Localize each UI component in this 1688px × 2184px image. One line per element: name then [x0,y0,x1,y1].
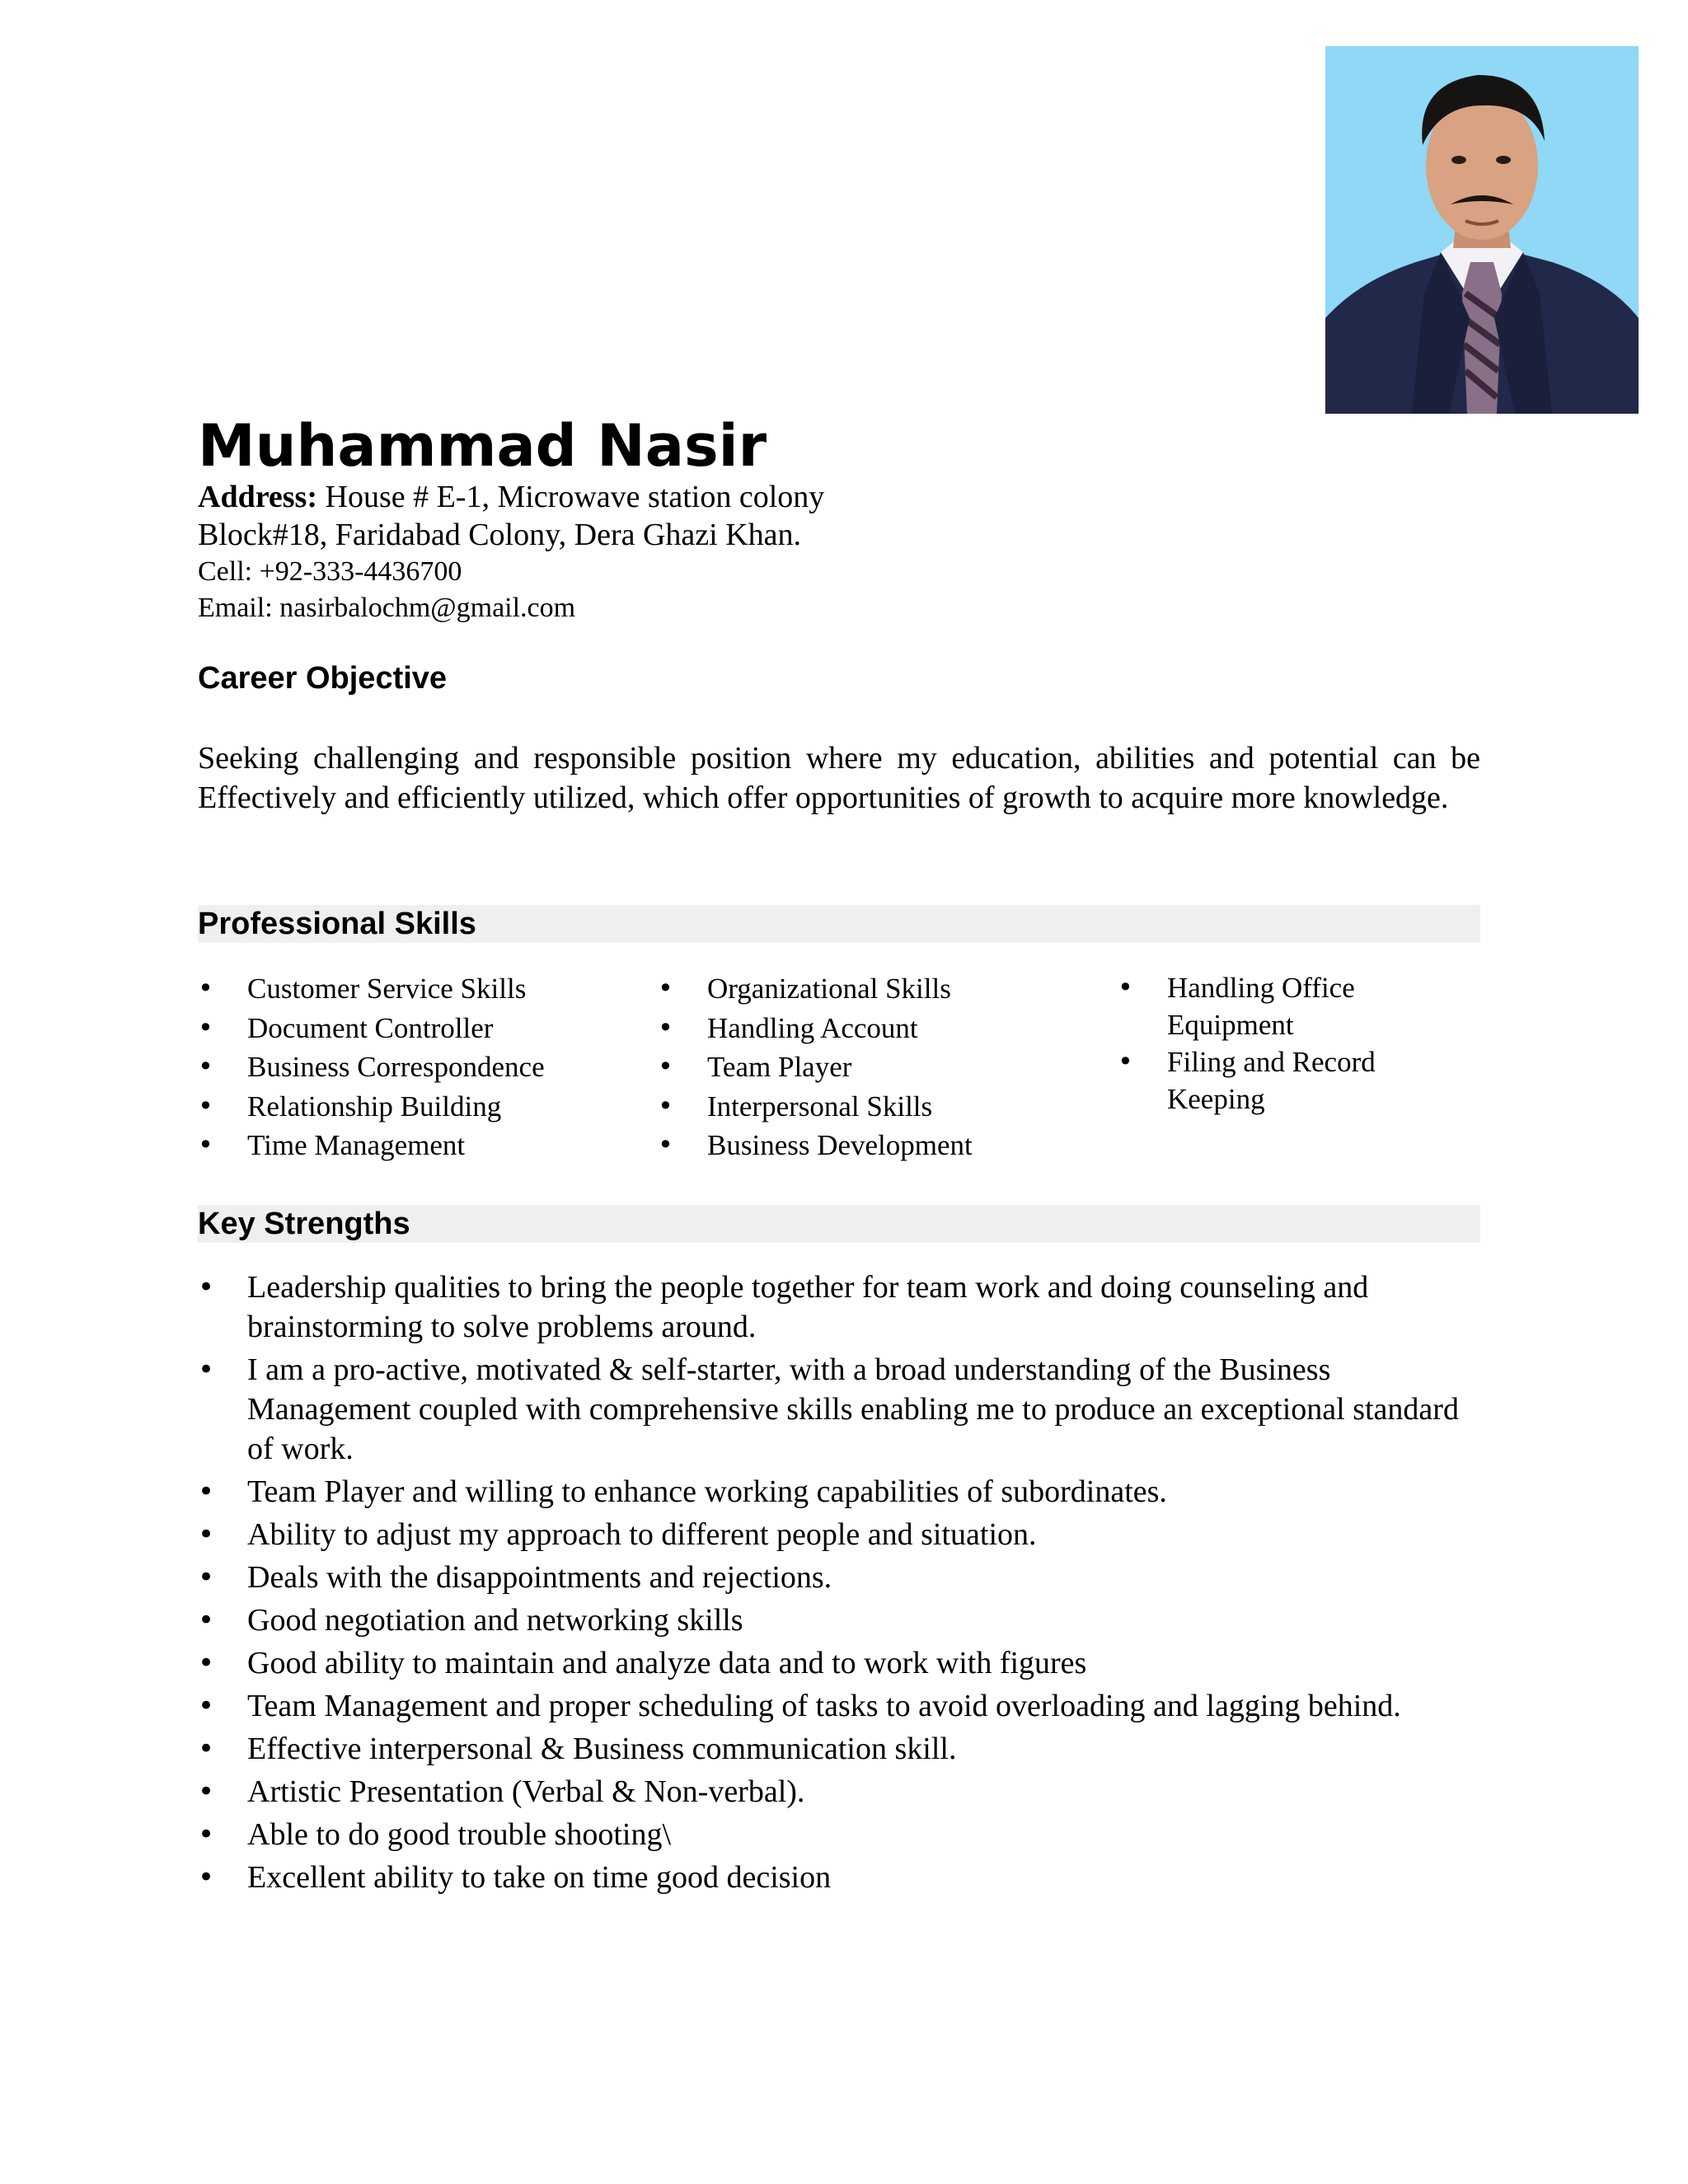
skill-item: • Relationship Building [198,1087,643,1127]
address-value: House # E-1, Microwave station colony [325,480,825,514]
strength-item: • Good negotiation and networking skills [198,1601,1484,1640]
skill-item: • Handling Account [658,1009,1103,1048]
strength-item: • I am a pro-active, motivated & self-starter, with a broad understanding of the Business Management coupled with comprehensive skills enabling me to produce an exceptional standard of work. [198,1350,1484,1469]
skill-item: • Document Controller [198,1009,643,1048]
skills-column-1 [198,969,643,1165]
address-line-2: Block#18, Faridabad Colony, Dera Ghazi Khan. [198,518,802,552]
address-label: Address: [198,480,317,514]
strength-item: • Team Management and proper scheduling of tasks to avoid overloading and lagging behind. [198,1686,1484,1726]
cell-number: Cell: +92-333-4436700 [198,556,462,587]
strength-item: • Excellent ability to take on time good decision [198,1858,1484,1897]
strength-item: • Deals with the disappointments and rejections. [198,1558,1484,1597]
strength-item: • Leadership qualities to bring the people together for team work and doing counseling and brainstorming to solve problems around. [198,1268,1484,1347]
skill-item: • Handling Office Equipment [1118,969,1381,1043]
skill-item: • Customer Service Skills [198,969,643,1009]
skill-item: • Business Correspondence [198,1047,643,1087]
strength-item: • Able to do good trouble shooting\ [198,1815,1484,1854]
skills-column-2 [658,969,1103,1165]
skill-item: • Filing and Record Keeping [1118,1043,1381,1118]
skill-item: • Time Management [198,1126,643,1165]
skill-item: • Team Player [658,1047,1103,1087]
portrait-illustration [1325,46,1639,414]
skill-item: • Interpersonal Skills [658,1087,1103,1127]
key-strengths-list [198,1268,1484,1900]
strength-item: • Effective interpersonal & Business communication skill. [198,1729,1484,1769]
strength-item: • Artistic Presentation (Verbal & Non-verbal). [198,1772,1484,1811]
skills-column-3 [1118,969,1381,1118]
profile-photo [1325,46,1639,414]
address-line-1 [198,478,824,516]
strength-item: • Ability to adjust my approach to different people and situation. [198,1515,1484,1554]
key-strengths-heading: Key Strengths [198,1205,1480,1243]
professional-skills-heading: Professional Skills [198,905,1480,943]
career-objective-text: Seeking challenging and responsible position where my education, abilities and potential can be Effectively and efficiently utilized, which offer opportunities of growth to acquire more knowledge. [198,741,1480,815]
contact-block [198,478,824,626]
skill-item: • Organizational Skills [658,969,1103,1009]
career-objective-heading: Career Objective [198,661,448,696]
strength-item: • Good ability to maintain and analyze data and to work with figures [198,1643,1484,1683]
email-address: Email: nasirbalochm@gmail.com [198,593,576,623]
candidate-name: Muhammad Nasir [198,412,767,480]
strength-item: • Team Player and willing to enhance working capabilities of subordinates. [198,1472,1484,1511]
skill-item: • Business Development [658,1126,1103,1165]
